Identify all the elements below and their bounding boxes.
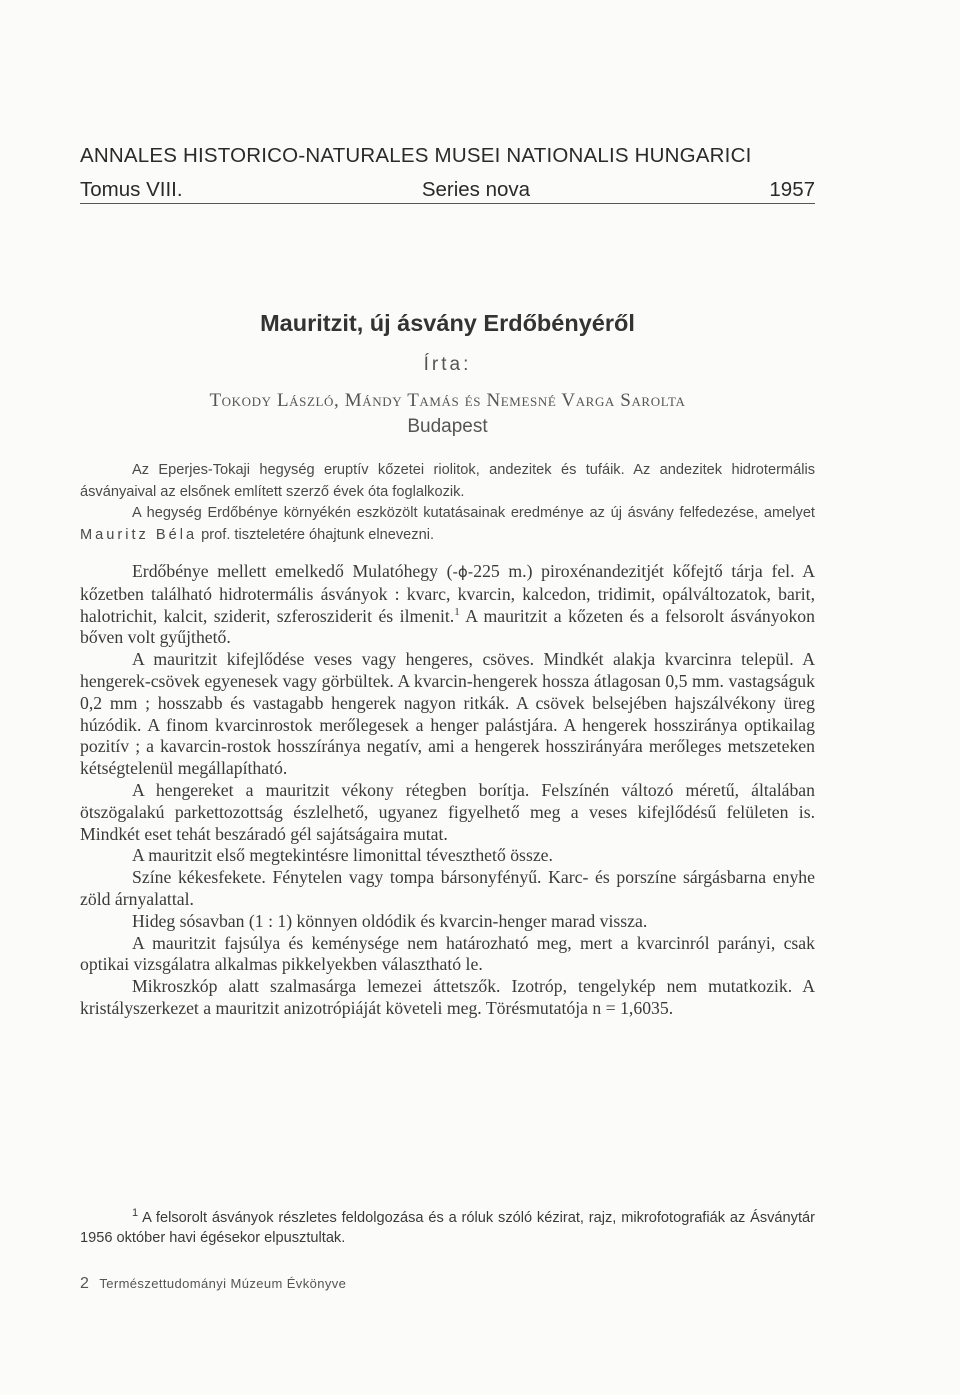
author-list: Tokody László, Mándy Tamás és Nemesné Varga Sarolta xyxy=(209,390,686,411)
body-paragraph-6: Hideg sósavban (1 : 1) könnyen oldódik és kvarcin-henger marad vissza. xyxy=(132,910,648,931)
abstract-paragraph-2 xyxy=(80,503,815,546)
page-number: 2 xyxy=(80,1275,90,1292)
publication-year: 1957 xyxy=(769,178,815,201)
header-rule xyxy=(80,203,815,204)
body-text: A mauritzit a kőzeten és a felsorolt ásványokon bőven volt gyűjthető. xyxy=(80,605,815,648)
body-paragraph-5: Színe kékesfekete. Fénytelen vagy tompa bársonyfényű. Karc- és porszíne sárgásbarna enyhe zöld árnyalattal. xyxy=(80,867,815,909)
journal-name: ANNALES HISTORICO-NATURALES MUSEI NATIONALIS HUNGARICI xyxy=(80,144,752,167)
body-text: 225 m.) piroxénandezitjét kőfejtő tárja fel. A kőzetben található hidrotermális ásványok : kvarc, kvarcin, kalcedon, tridimit, opálváltozatok, barit, halotrichit, kalcit, sziderit, szferosziderit és ilmenit. xyxy=(80,561,815,626)
volume-line xyxy=(80,178,815,202)
body-paragraph-1 xyxy=(80,561,815,649)
footnote-text: A felsorolt ásványok részletes feldolgozása és a róluk szóló kézirat, rajz, mikrofotografiák az Ásványtár 1956 október havi égésekor elpusztultak. xyxy=(80,1210,815,1246)
body-paragraph-2: A mauritzit kifejlődése veses vagy hengeres, csöves. Mindkét alakja kvarcinra települ. A hengerek-csövek egyenesek vagy görbültek. A kvarcin-hengerek hossza átlagosan 0,5 mm. vastagságuk 0,2 mm ; hosszabb és vastagabb hengerek nagyon ritkák. A csövek belsejében hajszálvékony üreg húzódik. A finom kvarcinrostok merőlegesek a henger palástjára. A hengerek hossziránya optikailag pozitív ; a kavarcin-rostok hosszíránya negatív, ami a hengerek hosszirányára merőleges metszeteken kétségtelenül megállapítható. xyxy=(80,649,815,779)
footnote-reference: 1 xyxy=(454,605,460,618)
author-location: Budapest xyxy=(407,416,488,437)
footer-publication: Természettudományi Múzeum Évkönyve xyxy=(99,1276,347,1291)
series-label: Series nova xyxy=(421,178,531,201)
volume-number: Tomus VIII. xyxy=(80,178,183,201)
honoree-name: Mauritz Béla xyxy=(80,527,198,544)
body-paragraph-8: Mikroszkóp alatt szalmasárga lemezei áttetszők. Izotróp, tengelykép nem mutatkozik. A kristályszerkezet a mauritzit anizotrópiáját követeli meg. Törésmutatója n = 1,6035. xyxy=(80,976,815,1018)
body-paragraph-3: A hengereket a mauritzit vékony rétegben borítja. Felszínén változó méretű, általában ötszögalakú parkettozottság észlelhető, ugyanez figyelhető meg a veses kifejlődésű felületen is. Mindkét eset tehát beszáradó gél sajátságaira mutat. xyxy=(80,779,815,844)
abstract xyxy=(80,460,815,547)
page-footer xyxy=(80,1275,815,1293)
byline-label: Írta: xyxy=(423,354,472,375)
body-text: Erdőbénye mellett emelkedő Mulatóhegy ( xyxy=(132,561,453,581)
abstract-text: A hegység Erdőbénye környékén eszközölt kutatásainak eredménye az új ásvány felfedezése, amelyet xyxy=(132,505,815,522)
body-paragraph-7: A mauritzit fajsúlya és keménysége nem határozható meg, mert a kvarcinról parányi, csak optikai vizsgálatra alkalmas pikkelyekben választható le. xyxy=(80,932,815,975)
footnote-marker: 1 xyxy=(132,1207,139,1220)
abstract-paragraph-1: Az Eperjes-Tokaji hegység eruptív kőzetei riolitok, andezitek és tufáik. Az andezitek hidrotermális ásványaival az elsőnek említett szerző évek óta foglalkozik. xyxy=(80,462,815,500)
article-body xyxy=(80,561,815,1020)
article-title: Mauritzit, új ásvány Erdőbényéről xyxy=(260,310,635,336)
elevation-symbol-icon: -ϕ- xyxy=(452,563,474,581)
footnote xyxy=(80,1208,815,1248)
body-paragraph-4: A mauritzit első megtekintésre limonittal téveszthető össze. xyxy=(132,845,553,866)
abstract-text: prof. tiszteletére óhajtunk elnevezni. xyxy=(201,527,434,544)
